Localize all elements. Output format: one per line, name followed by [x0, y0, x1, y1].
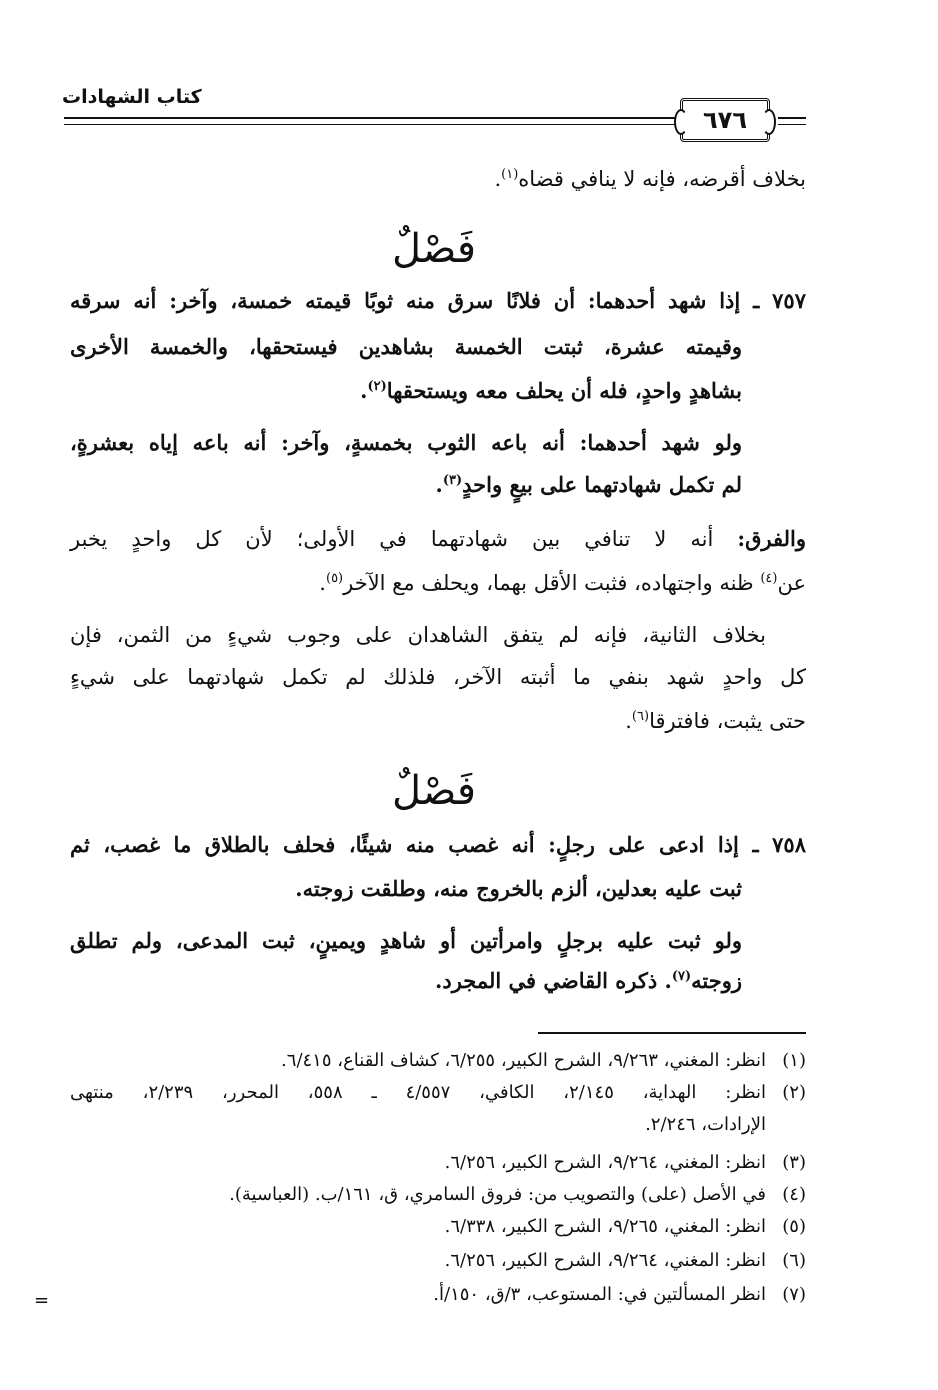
footnote-4: (٤)في الأصل (على) والتصويب من: فروق السامري، ق، ١٦١/ب. (العباسية). — [229, 1184, 806, 1205]
contrast-line-2: كل واحدٍ شهد بنفي ما أثبته الآخر، فلذلك لم تكمل شهادتهما على شيءٍ — [70, 665, 806, 689]
contrast-line-3: حتى يثبت، فافترقا$^{(٦)}$. — [625, 709, 806, 733]
footnote-2: (٢)انظر: الهداية، ٢/١٤٥، الكافي، ٤/٥٥٧ ـ ٥٥٨، المحرر، ٢/٢٣٩، منتهى — [70, 1082, 807, 1103]
footnote-ref: (٢) — [367, 379, 387, 394]
issue-758-line-2: ثبت عليه بعدلين، ألزم بالخروج منه، وطلقت زوجته. — [295, 876, 742, 901]
difference-line-1: والفرق: أنه لا تنافي بين شهادتهما في الأولى؛ لأن كل واحدٍ يخبر — [70, 526, 806, 551]
margin-mark: = — [34, 1290, 50, 1311]
page-number — [680, 98, 770, 142]
issue-757b-line-2: لم تكمل شهادتهما على بيعٍ واحدٍ$^{(٣)}$. — [435, 472, 742, 497]
section-heading-fasl-2: فَصْلٌ — [391, 768, 477, 814]
running-title: كتاب الشهادات — [62, 86, 202, 108]
footnote-ref: (٥) — [325, 571, 344, 586]
issue-758-line-1: ٧٥٨ ـ إذا ادعى على رجلٍ: أنه غصب منه شيئًا، فحلف بالطلاق ما غصب، ثم — [70, 832, 806, 857]
footnote-6: (٦)انظر: المغني، ٩/٢٦٤، الشرح الكبير، ٦/٢٥٦. — [444, 1250, 806, 1271]
issue-758b-line-2: زوجته$^{(٧)}$. ذكره القاضي في المجرد. — [435, 968, 742, 993]
section-heading-fasl: فَصْلٌ — [391, 226, 477, 272]
issue-757-line-2: وقيمته عشرة، ثبتت الخمسة بشاهدين فيستحقها، والخمسة الأخرى — [70, 334, 742, 359]
footnote-ref: (٦) — [631, 709, 650, 724]
footnote-ref: (٤) — [760, 571, 778, 586]
footnote-ref: (٣) — [442, 473, 463, 488]
footnote-ref: (٧) — [671, 969, 692, 984]
intro-line: بخلاف أقرضه، فإنه لا ينافي قضاه$^{(١)}$. — [494, 167, 806, 191]
issue-757-line-1: ٧٥٧ ـ إذا شهد أحدهما: أن فلانًا سرق منه ثوبًا قيمته خمسة، وآخر: أنه سرقه — [70, 288, 806, 313]
footnote-5: (٥)انظر: المغني، ٩/٢٦٥، الشرح الكبير، ٦/٣٣٨. — [444, 1216, 806, 1237]
difference-line-2: عن$^{(٤)}$ ظنه واجتهاده، فثبت الأقل بهما، ويحلف مع الآخر$^{(٥)}$. — [319, 571, 806, 595]
footnote-3: (٣)انظر: المغني، ٩/٢٦٤، الشرح الكبير، ٦/٢٥٦. — [444, 1152, 806, 1173]
header-ornament — [778, 117, 806, 125]
header-rule-thin — [64, 124, 678, 125]
issue-757-line-3: بشاهدٍ واحدٍ، فله أن يحلف معه ويستحقها$^{(٢)}$. — [360, 378, 742, 403]
footnote-separator — [538, 1032, 806, 1034]
difference-label: والفرق: — [737, 526, 806, 551]
page-number-text: ٦٧٦ — [703, 106, 747, 134]
contrast-line-1: بخلاف الثانية، فإنه لم يتفق الشاهدان على وجوب شيءٍ من الثمن، فإن — [70, 623, 766, 647]
footnote-2-continued: الإرادات، ٢/٢٤٦. — [645, 1114, 766, 1135]
issue-757b-line-1: ولو شهد أحدهما: أنه باعه الثوب بخمسةٍ، وآخر: أنه باعه إياه بعشرةٍ، — [70, 430, 742, 455]
header-rule — [64, 117, 678, 119]
footnote-7: (٧)انظر المسألتين في: المستوعب، ٣/ق، ١٥٠/أ. — [433, 1284, 806, 1305]
issue-number: ٧٥٧ ـ — [753, 288, 806, 313]
issue-number: ٧٥٨ ـ — [752, 832, 806, 857]
issue-758b-line-1: ولو ثبت عليه برجلٍ وامرأتين أو شاهدٍ ويمينٍ، ثبت المدعى، ولم تطلق — [70, 928, 742, 953]
footnote-1: (١)انظر: المغني، ٩/٢٦٣، الشرح الكبير، ٦/٢٥٥، كشاف القناع، ٦/٤١٥. — [281, 1050, 806, 1071]
footnote-ref: (١) — [501, 167, 519, 182]
